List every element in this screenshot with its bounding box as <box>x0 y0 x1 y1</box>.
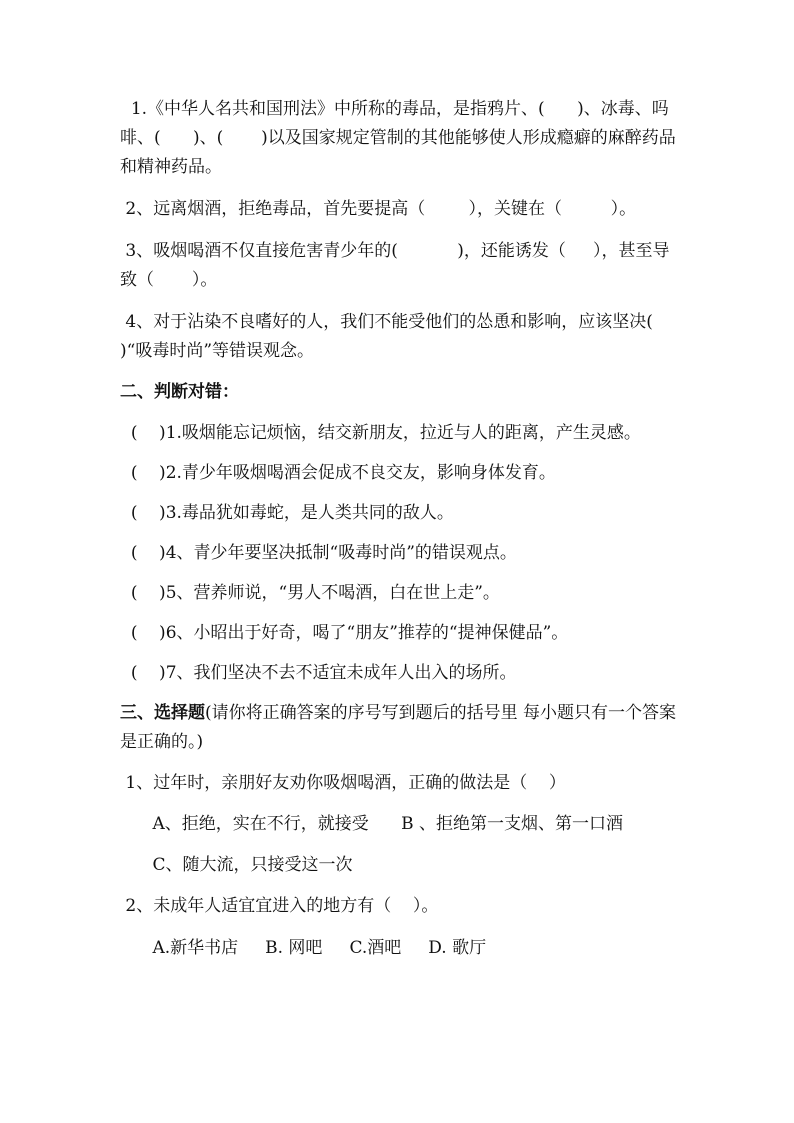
fill-blank-question-1: 1.《中华人名共和国刑法》中所称的毒品，是指鸦片、( )、冰毒、吗啡、( )、( )以及国家规定管制的其他能够使人形成瘾癖的麻醉药品和精神药品。 <box>120 99 676 177</box>
choice-question-2-options: A.新华书店 B. 网吧 C.酒吧 D. 歌厅 <box>120 938 487 958</box>
fill-blank-question-2: 2、远离烟酒，拒绝毒品，首先要提高（ ），关键在（ ）。 <box>120 199 637 219</box>
choice-section-header <box>120 699 680 757</box>
choice-section-instruction: (请你将正确答案的序号写到题后的括号里 每小题只有一个答案是正确的。) <box>120 703 677 752</box>
choice-section-heading: 三、选择题 <box>120 703 205 723</box>
judge-item-2: ( )2.青少年吸烟喝酒会促成不良交友，影响身体发育。 <box>120 463 556 483</box>
judge-section-heading: 二、判断对错： <box>120 382 239 402</box>
choice-question-2-stem: 2、未成年人适宜宜进入的地方有（ ）。 <box>120 896 439 916</box>
judge-item-6: ( )6、小昭出于好奇，喝了“朋友”推荐的“提神保健品”。 <box>120 623 569 643</box>
judge-item-5: ( )5、营养师说，“男人不喝酒，白在世上走”。 <box>120 583 500 603</box>
choice-question-1-options-line-1: A、拒绝，实在不行，就接受 B 、拒绝第一支烟、第一口酒 <box>120 814 624 834</box>
fill-blank-question-4: 4、对于沾染不良嗜好的人，我们不能受他们的怂恿和影响，应该坚决( )“吸毒时尚”等错误观念。 <box>120 312 680 361</box>
choice-question-1-options-line-2: C、随大流，只接受这一次 <box>120 855 353 875</box>
judge-item-1: ( )1.吸烟能忘记烦恼，结交新朋友，拉近与人的距离，产生灵感。 <box>120 423 641 443</box>
judge-item-3: ( )3.毒品犹如毒蛇，是人类共同的敌人。 <box>120 503 454 523</box>
choice-question-1-stem: 1、过年时，亲朋好友劝你吸烟喝酒，正确的做法是（ ） <box>120 773 566 793</box>
worksheet-page <box>120 95 680 963</box>
judge-item-4: ( )4、青少年要坚决抵制“吸毒时尚”的错误观点。 <box>120 543 517 563</box>
judge-item-7: ( )7、我们坚决不去不适宜未成年人出入的场所。 <box>120 663 517 683</box>
fill-blank-question-3: 3、吸烟喝酒不仅直接危害青少年的( )，还能诱发（ ），甚至导致（ ）。 <box>120 241 670 290</box>
